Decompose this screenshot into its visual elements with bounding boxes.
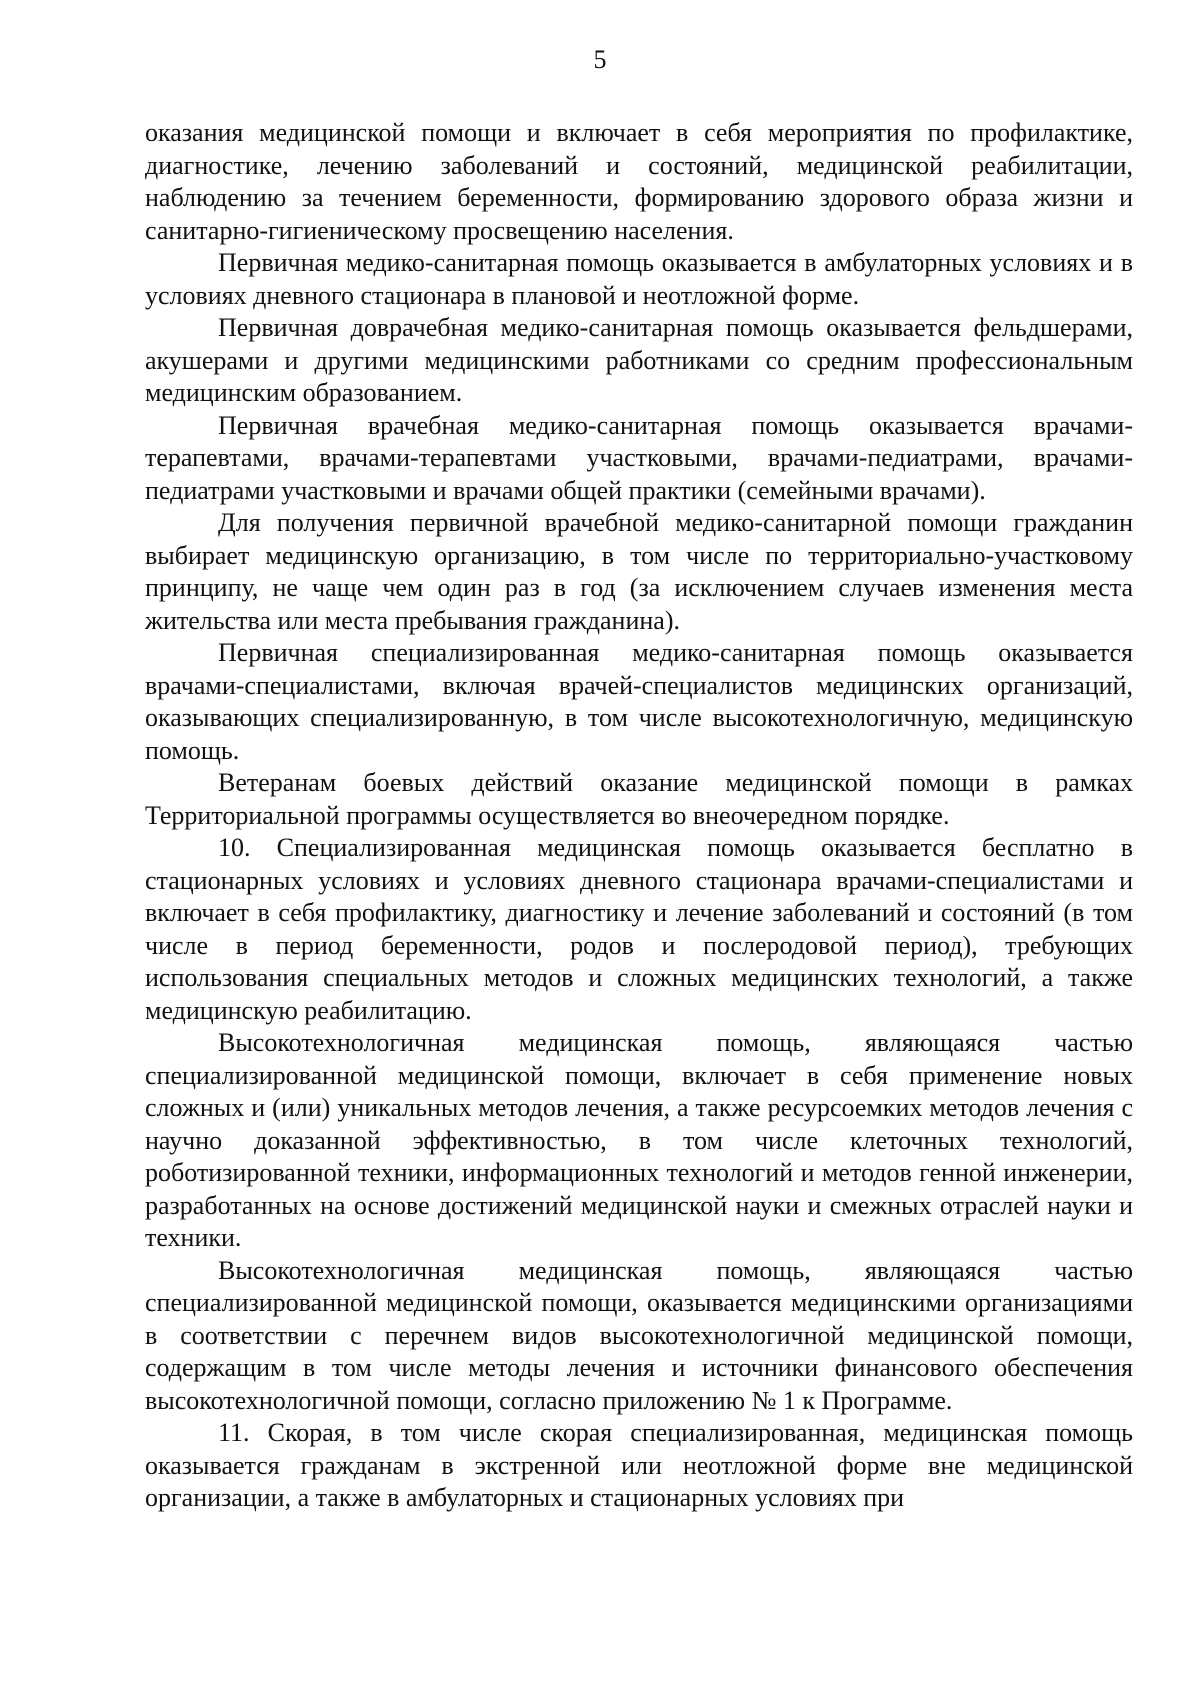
paragraph-2: Первичная медико-санитарная помощь оказывается в амбулаторных условиях и в условиях дневного стационара в плановой и неотложной форме.: [145, 248, 1133, 310]
page-number: 5: [593, 45, 607, 74]
paragraph-4: Первичная врачебная медико-санитарная помощь оказывается врачами-терапевтами, врачами-терапевтами участковыми, врачами-педиатрами, врачами-педиатрами участковыми и врачами общей практики (семейными врачами).: [145, 410, 1133, 505]
paragraph-1: оказания медицинской помощи и включает в себя мероприятия по профилактике, диагностике, лечению заболеваний и состояний, медицинской реабилитации, наблюдению за течением беременности, формированию здорового образа жизни и санитарно-гигиеническому просвещению населения.: [145, 118, 1133, 245]
paragraph-6: Первичная специализированная медико-санитарная помощь оказывается врачами-специалистами, включая врачей-специалистов медицинских организаций, оказывающих специализированную, в том числе высокотехнологичную, медицинскую помощь.: [145, 638, 1133, 765]
paragraph-9: Высокотехнологичная медицинская помощь, являющаяся частью специализированной медицинской помощи, включает в себя применение новых сложных и (или) уникальных методов лечения, а также ресурсоемких методов лечения с научно доказанной эффективностью, в том числе клеточных технологий, роботизированной техники, информационных технологий и методов генной инженерии, разработанных на основе достижений медицинской науки и смежных отраслей науки и техники.: [145, 1028, 1133, 1252]
paragraph-10: Высокотехнологичная медицинская помощь, являющаяся частью специализированной медицинской помощи, оказывается медицинскими организациями в соответствии с перечнем видов высокотехнологичной медицинской помощи, содержащим в том числе методы лечения и источники финансового обеспечения высокотехнологичной помощи, согласно приложению № 1 к Программе.: [145, 1255, 1133, 1415]
paragraph-11: 11. Скорая, в том числе скорая специализированная, медицинская помощь оказывается гражданам в экстренной или неотложной форме вне медицинской организации, а также в амбулаторных и стационарных условиях при: [145, 1418, 1133, 1512]
paragraph-7: Ветеранам боевых действий оказание медицинской помощи в рамках Территориальной программы осуществляется во внеочередном порядке.: [145, 768, 1133, 830]
paragraph-3: Первичная доврачебная медико-санитарная помощь оказывается фельдшерами, акушерами и другими медицинскими работниками со средним профессиональным медицинским образованием.: [145, 313, 1133, 407]
paragraph-5: Для получения первичной врачебной медико-санитарной помощи гражданин выбирает медицинскую организацию, в том числе по территориально-участковому принципу, не чаще чем один раз в год (за исключением случаев изменения места жительства или места пребывания гражданина).: [145, 508, 1133, 635]
paragraph-8: 10. Специализированная медицинская помощь оказывается бесплатно в стационарных условиях и условиях дневного стационара врачами-специалистами и включает в себя профилактику, диагностику и лечение заболеваний и состояний (в том числе в период беременности, родов и послеродовой период), требующих использования специальных методов и сложных медицинских технологий, а также медицинскую реабилитацию.: [145, 833, 1133, 1025]
document-body: [145, 117, 1133, 1515]
